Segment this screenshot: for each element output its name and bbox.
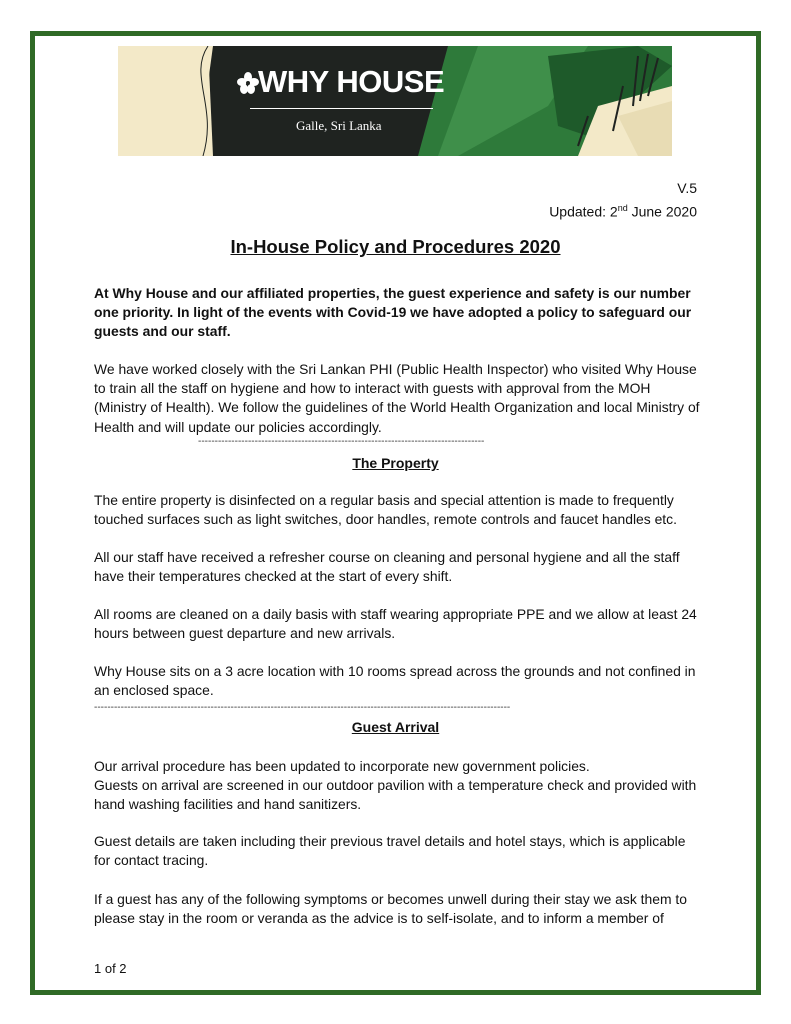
version-number: V.5: [677, 180, 697, 196]
divider-short: --------------------------------------------------------------------------------------: [198, 437, 485, 447]
page-number: 1 of 2: [94, 961, 127, 976]
brand-name: WHY HOUSE: [258, 64, 445, 99]
section-heading-arrival: Guest Arrival: [351, 719, 440, 735]
arrival-paragraph-4: If a guest has any of the following symptoms or becomes unwell during their stay we ask them to please stay in the room or veranda as the advice is to self-isolate, and to inform a member of: [94, 891, 687, 927]
banner-artwork: [118, 46, 672, 156]
updated-date-suffix: June 2020: [627, 203, 697, 220]
document-version: [549, 178, 697, 222]
flower-logo-icon: [237, 72, 259, 99]
arrival-paragraph-2: Guests on arrival are screened in our outdoor pavilion with a temperature check and provided with hand washing facilities and hand sanitizers.: [94, 777, 697, 813]
brand-divider: [250, 108, 433, 109]
intro-bold-paragraph: At Why House and our affiliated properties, the guest experience and safety is our number one priority. In light of the events with Covid-19 we have adopted a policy to safeguard our guests and our staff.: [94, 285, 692, 340]
document-title: In-House Policy and Procedures 2020: [230, 236, 561, 257]
arrival-paragraph-1: Our arrival procedure has been updated to incorporate new government policies.: [94, 758, 590, 774]
header-banner: [118, 46, 672, 156]
property-paragraph-3: All rooms are cleaned on a daily basis with staff wearing appropriate PPE and we allow at least 24 hours between guest departure and new arrivals.: [94, 606, 697, 642]
updated-date-prefix: Updated: 2: [549, 203, 618, 220]
brand-location: Galle, Sri Lanka: [296, 118, 382, 133]
updated-date-ordinal: nd: [617, 203, 628, 213]
property-paragraph-2: All our staff have received a refresher course on cleaning and personal hygiene and all the staff have their temperatures checked at the start of every shift.: [94, 549, 680, 585]
updated-date: [549, 198, 697, 222]
property-paragraph-1: The entire property is disinfected on a regular basis and special attention is made to frequently touched surfaces such as light switches, door handles, remote controls and faucet handles etc.: [94, 492, 677, 528]
section-heading-property: The Property: [352, 455, 439, 471]
intro-paragraph: We have worked closely with the Sri Lankan PHI (Public Health Inspector) who visited Why House to train all the staff on hygiene and how to interact with guests with approval from the MOH (Ministry of Health). We follow the guidelines of the World Health Organization and local Ministry of Health and will update our policies accordingly.: [94, 361, 700, 435]
property-paragraph-4: Why House sits on a 3 acre location with 10 rooms spread across the grounds and not confined in an enclosed space.: [94, 663, 696, 699]
divider-long: -----------------------------------------------------------------------------------------------------------------------------: [94, 703, 511, 713]
arrival-paragraph-3: Guest details are taken including their previous travel details and hotel stays, which is applicable for contact tracing.: [94, 833, 686, 869]
